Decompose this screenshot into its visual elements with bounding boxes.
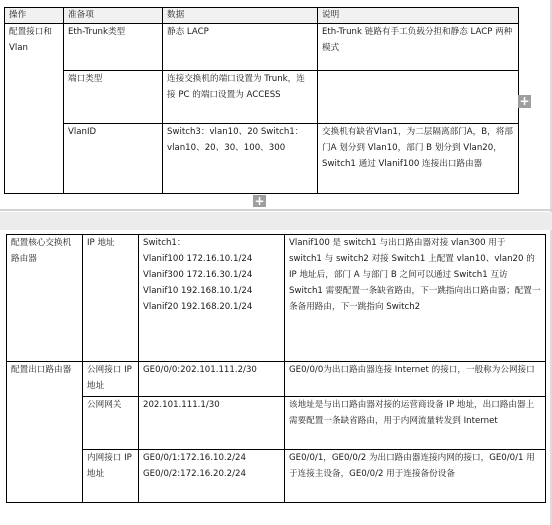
- data-cell: 连接交换机的端口设置为 Trunk，连接 PC 的端口设置为 ACCESS: [163, 70, 318, 123]
- data-cell: [139, 397, 285, 450]
- desc-cell: Vlanif100 是 switch1 与出口路由器对接 vlan300 用于 switch1 与 switch2 对接 Switch1 上配置 vlan10、vlan20 的 IP 地址后，部门 A 与部门 B 之间可以通过 Switch1 互访 Switch1 需要配置一条缺省路由，下一跳指向出口路由器；配置一条备用路由，下一跳指向 Switch2: [285, 235, 546, 362]
- data-line: 202.101.111.1/30: [143, 400, 220, 410]
- data-cell: Switch3：vlan10、20 Switch1：vlan10、20、30、100、300: [163, 123, 318, 193]
- desc-cell: Eth-Trunk 链路有手工负载分担和静态 LACP 两种模式: [318, 23, 519, 70]
- data-line: Vlanif100 172.16.10.1/24: [143, 253, 253, 264]
- header-cell: 准备项: [64, 8, 163, 24]
- add-row-icon[interactable]: +: [254, 194, 265, 208]
- desc-cell: GE0/0/1，GE0/0/2 为出口路由器连接内网的接口，GE0/0/1 用于连接主设备，GE0/0/2 用于连接备份设备: [285, 450, 546, 503]
- item-cell: 公网网关: [83, 397, 139, 450]
- item-cell: 端口类型: [64, 70, 163, 123]
- table-row: [7, 397, 546, 450]
- data-cell: [139, 362, 285, 397]
- data-line: GE0/0/1:172.16.10.2/24: [143, 453, 246, 463]
- group-label-cell: 配置出口路由器: [7, 362, 83, 503]
- group-label-cell: 配置接口和 Vlan: [5, 23, 64, 193]
- item-cell: 公网接口 IP 地址: [83, 362, 139, 397]
- table-interface-vlan: [4, 7, 519, 194]
- page-break-gap: [0, 212, 552, 230]
- op-cell: 配置核心交换机路由器: [7, 235, 83, 362]
- data-cell: [139, 235, 285, 362]
- table-row: [7, 450, 546, 503]
- data-cell: [139, 450, 285, 503]
- desc-cell: [318, 70, 519, 123]
- desc-cell: 该地址是与出口路由器对接的运营商设备 IP 地址，出口路由器上需要配置一条缺省路由，用于内网流量转发到 Internet: [285, 397, 546, 450]
- item-cell: IP 地址: [83, 235, 139, 362]
- item-cell: 内网接口 IP 地址: [83, 450, 139, 503]
- page-break-line: [0, 209, 552, 211]
- data-line: Vlanif20 192.168.20.1/24: [143, 301, 253, 312]
- header-cell: 说明: [318, 8, 519, 24]
- table-row: [5, 23, 519, 70]
- desc-cell: GE0/0/0为出口路由器连接 Internet 的接口，一般称为公网接口: [285, 362, 546, 397]
- item-cell: Eth-Trunk类型: [64, 23, 163, 70]
- table-header-row: [5, 8, 519, 24]
- table-row: [7, 362, 546, 397]
- table-row: [7, 235, 546, 362]
- header-cell: 数据: [163, 8, 318, 24]
- data-line: Vlanif300 172.16.30.1/24: [143, 269, 253, 280]
- table-router-config: [6, 234, 546, 503]
- desc-cell: 交换机有缺省Vlan1，为二层隔离部门A，B，将部门A 划分到 Vlan10，部门 B 划分到 Vlan20，Switch1 通过 Vlanif100 连接出口路由器: [318, 123, 519, 193]
- data-cell: 静态 LACP: [163, 23, 318, 70]
- data-line: Switch1：: [143, 238, 186, 248]
- header-cell: 操作: [5, 8, 64, 24]
- data-line: GE0/0/0:202.101.111.2/30: [143, 365, 257, 375]
- table-row: [5, 70, 519, 123]
- item-cell: VlanID: [64, 123, 163, 193]
- table-row: [5, 123, 519, 193]
- data-line: Vlanif10 192.168.10.1/24: [143, 285, 253, 296]
- add-row-icon[interactable]: +: [519, 94, 530, 108]
- data-line: GE0/0/2:172.16.20.2/24: [143, 468, 246, 479]
